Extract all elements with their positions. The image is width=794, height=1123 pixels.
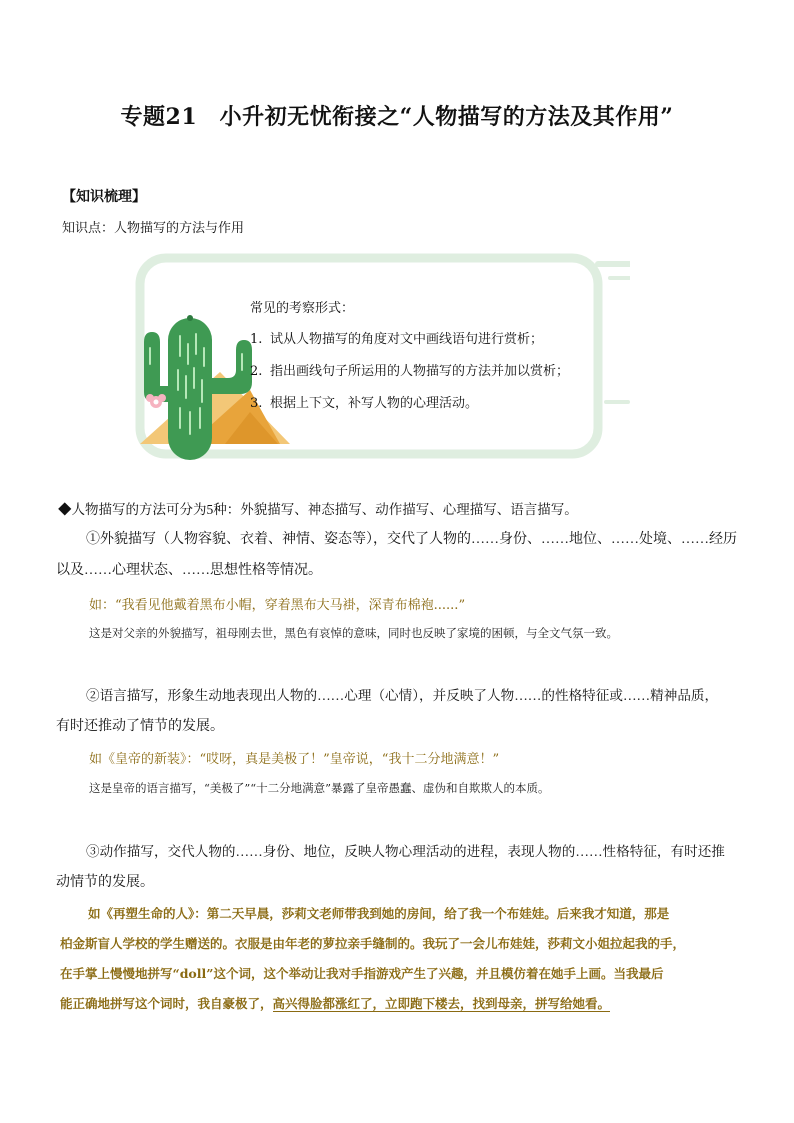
methods-intro: ◆人物描写的方法可分为5种：外貌描写、神态描写、动作描写、心理描写、语言描写。	[58, 502, 578, 517]
language-description-line1: ②语言描写，形象生动地表现出人物的……心理（心情），并反映了人物……的性格特征或……精神品质，	[86, 688, 719, 703]
language-example: 如《皇帝的新装》：“哎呀，真是美极了！”皇帝说，“我十二分地满意！”	[89, 752, 500, 767]
action-description-line1: ③动作描写，交代人物的……身份、地位，反映人物心理活动的进程，表现人物的……性格特征，有时还推	[86, 844, 725, 859]
action-example-line: 如《再塑生命的人》：第二天早晨，莎莉文老师带我到她的房间，给了我一个布娃娃。后来我才知道，那是	[88, 906, 670, 921]
exam-forms-card-illustration	[120, 252, 630, 462]
action-example-line: 在手掌上慢慢地拼写“doll”这个词，这个举动让我对手指游戏产生了兴趣，并且模仿着在她手上画。当我最后	[60, 966, 664, 981]
exam-form-item: 1. 试从人物描写的角度对文中画线语句进行赏析；	[250, 332, 544, 347]
language-description-line2: 有时还推动了情节的发展。	[56, 719, 224, 734]
exam-form-item: 2. 指出画线句子所运用的人物描写的方法并加以赏析；	[250, 364, 570, 379]
appearance-description-line2: 以及……心理状态、……思想性格等情况。	[56, 563, 322, 578]
appearance-description-line1: ①外貌描写（人物容貌、衣着、神情、姿态等），交代了人物的……身份、……地位、……处境、……经历	[86, 532, 737, 547]
action-example-last-plain: 能正确地拼写这个词时，我自豪极了，	[60, 996, 273, 1011]
page-title: 专题21 小升初无忧衔接之“人物描写的方法及其作用”	[120, 104, 674, 130]
appearance-example: 如：“我看见他戴着黑布小帽，穿着黑布大马褂，深青布棉袍......”	[89, 598, 466, 613]
action-example-line: 柏金斯盲人学校的学生赠送的。衣服是由年老的萝拉亲手缝制的。我玩了一会儿布娃娃，莎莉文小姐拉起我的手，	[60, 936, 686, 951]
language-note: 这是皇帝的语言描写，“美极了”“十二分地满意”暴露了皇帝愚蠢、虚伪和自欺欺人的本质。	[89, 781, 550, 795]
action-description-line2: 动情节的发展。	[56, 875, 154, 890]
action-example-line	[60, 989, 750, 1019]
appearance-note: 这是对父亲的外貌描写，祖母刚去世，黑色有哀悼的意味，同时也反映了家境的困顿，与全文气氛一致。	[89, 626, 618, 640]
knowledge-point-label: 知识点：人物描写的方法与作用	[62, 221, 245, 236]
exam-form-item: 3. 根据上下文，补写人物的心理活动。	[250, 396, 479, 411]
action-example-underlined: 高兴得脸都涨红了，立即跑下楼去，找到母亲，拼写给她看。	[272, 996, 611, 1011]
section-heading: 【知识梳理】	[62, 189, 146, 205]
exam-forms-heading: 常见的考察形式：	[250, 301, 355, 316]
